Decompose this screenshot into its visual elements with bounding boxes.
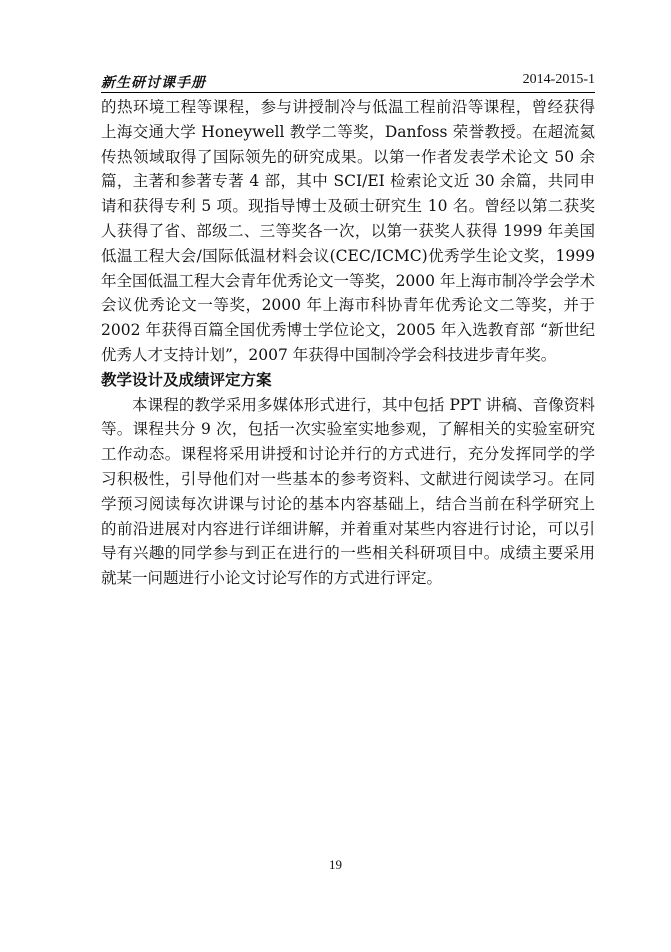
page-number: 19 (329, 857, 342, 872)
academic-year: 2014-2015-1 (522, 72, 595, 87)
handbook-title: 新生研讨课手册 (101, 75, 206, 91)
instructor-bio-paragraph: 的热环境工程等课程，参与讲授制冷与低温工程前沿等课程，曾经获得上海交通大学 Honeywell 教学二等奖，Danfoss 荣誉教授。在超流氦传热领域取得了国际领先的研究成果。以第一作者发表学术论文 50 余篇，主著和参著专著 4 部，其中 SCI/EI 检索论文近 30 余篇，共同申请和获得专利 5 项。现指导博士及硕士研究生 10 名。曾经以第二获奖人获得了省、部级二、三等奖各一次，以第一获奖人获得 1999 年美国低温工程大会/国际低温材料会议(CEC/ICMC)优秀学生论文奖，1999 年全国低温工程大会青年优秀论文一等奖，2000 年上海市制冷学会学术会议优秀论文一等奖，2000 年上海市科协青年优秀论文二等奖，并于 2002 年获得百篇全国优秀博士学位论文，2005 年入选教育部 “新世纪优秀人才支持计划”，2007 年获得中国制冷学会科技进步青年奖。 (101, 98, 595, 364)
teaching-design-paragraph: 本课程的教学采用多媒体形式进行，其中包括 PPT 讲稿、音像资料等。课程共分 9 次，包括一次实验室实地参观，了解相关的实验室研究工作动态。课程将采用讲授和讨论并行的方式进行，充分发挥同学的学习积极性，引导他们对一些基本的参考资料、文献进行阅读学习。在同学预习阅读每次讲课与讨论的基本内容基础上，结合当前在科学研究上的前沿进展对内容进行详细讲解，并着重对某些内容进行讨论，可以引导有兴趣的同学参与到正在进行的一些相关科研项目中。成绩主要采用就某一问题进行小论文讨论写作的方式进行评定。 (101, 395, 595, 588)
header-divider (101, 92, 595, 93)
page-content (101, 95, 595, 591)
section-heading: 教学设计及成绩评定方案 (101, 370, 272, 389)
page-header (101, 70, 595, 92)
